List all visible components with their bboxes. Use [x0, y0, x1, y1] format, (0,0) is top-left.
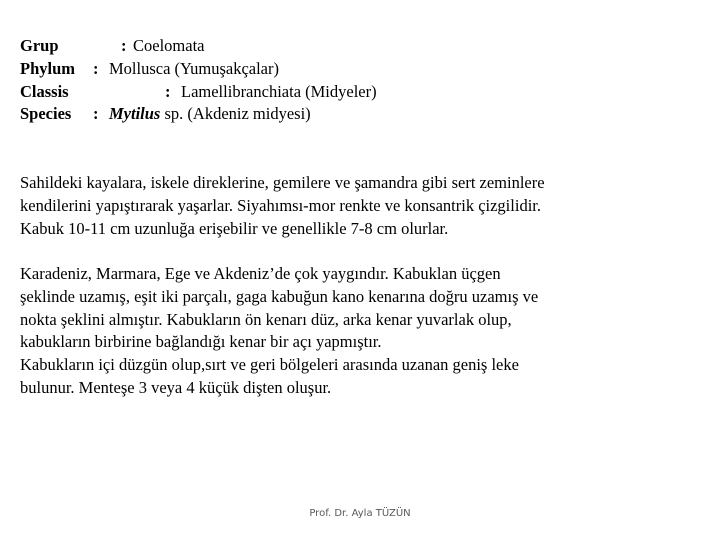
paragraph-line: nokta şeklini almıştır. Kabukların ön kenarı düz, arka kenar yuvarlak olup, — [20, 309, 512, 329]
paragraph-line: bulunur. Menteşe 3 veya 4 küçük dişten oluşur. — [20, 377, 332, 397]
species-label: Species — [20, 104, 72, 124]
paragraph-line: kendilerini yapıştırarak yaşarlar. Siyahımsı-mor renkte ve konsantrik çizgilidir. — [20, 195, 541, 215]
species-genus: Mytilus — [109, 104, 161, 124]
paragraph-line: Sahildeki kayalara, iskele direklerine, gemilere ve şamandra gibi sert zeminlere — [20, 173, 545, 192]
phylum-colon: : — [93, 58, 99, 78]
species-common-name: (Akdeniz midyesi) — [187, 104, 311, 124]
footer-author: Prof. Dr. Ayla TÜZÜN — [309, 508, 411, 519]
paragraph-line: Kabuk 10-11 cm uzunluğa erişebilir ve genellikle 7-8 cm olurlar. — [20, 218, 449, 238]
paragraph-line: Kabukların içi düzgün olup,sırt ve geri bölgeleri arasında uzanan geniş leke — [20, 355, 519, 375]
species-value — [109, 103, 311, 126]
species-sp: sp. — [164, 104, 184, 124]
paragraph-line: kabukların birbirine bağlandığı kenar bir açı yapmıştır. — [20, 332, 382, 352]
classis-label: Classis — [20, 81, 69, 101]
species-colon: : — [93, 104, 99, 124]
paragraph-line: şeklinde uzamış, eşit iki parçalı, gaga kabuğun kano kenarına doğru uzamış ve — [20, 286, 539, 306]
description-paragraph-habitat — [20, 172, 710, 240]
grup-value: Coelomata — [133, 36, 205, 55]
grup-colon: : — [121, 36, 127, 55]
phylum-value: Mollusca (Yumuşakçalar) — [109, 58, 279, 78]
classis-colon: : — [165, 81, 171, 101]
phylum-label: Phylum — [20, 58, 76, 78]
classis-value: Lamellibranchiata (Midyeler) — [181, 81, 377, 101]
grup-label: Grup — [20, 36, 59, 55]
paragraph-line: Karadeniz, Marmara, Ege ve Akdeniz’de çok yaygındır. Kabuklan üçgen — [20, 264, 501, 283]
description-paragraph-distribution — [20, 263, 710, 400]
